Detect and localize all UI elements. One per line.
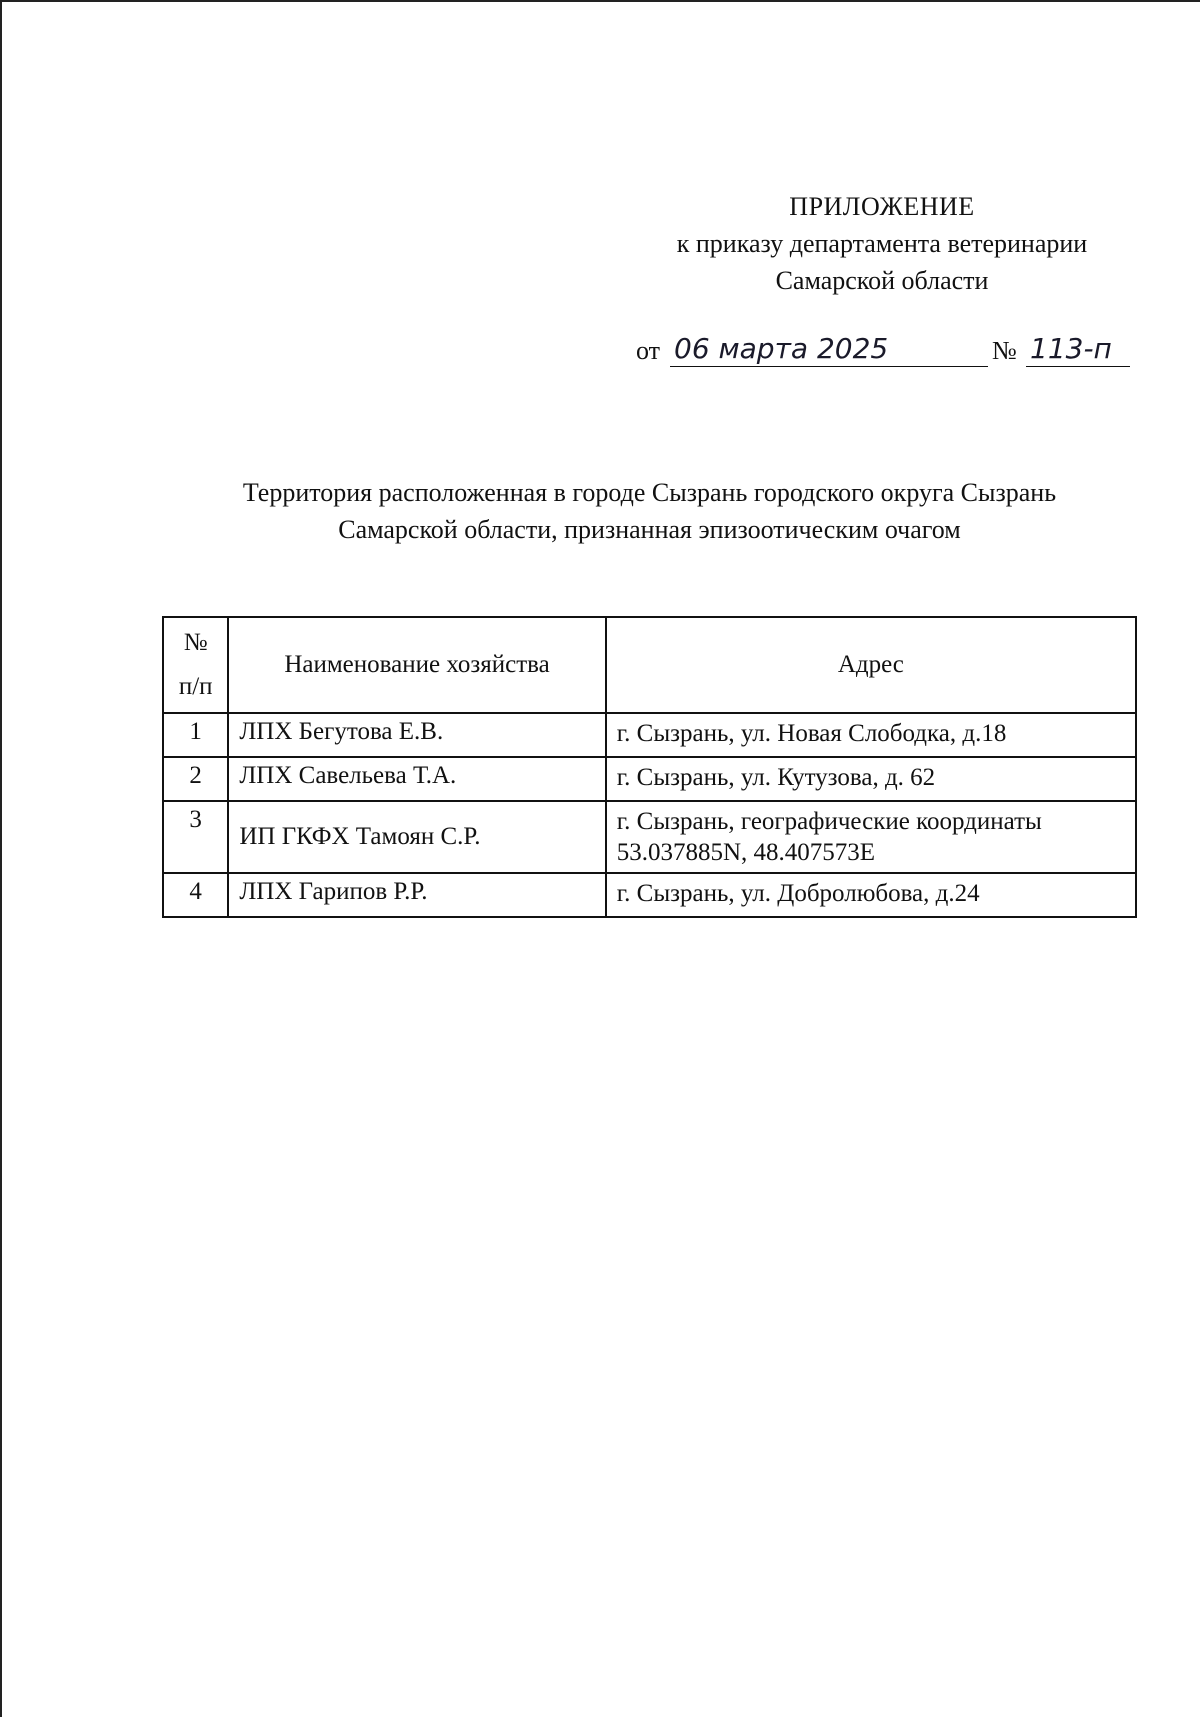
- order-from-label: от: [636, 336, 661, 365]
- title-line-2: Самарской области, признанная эпизоотическим очагом: [338, 515, 961, 544]
- table-row: [163, 757, 1136, 801]
- header-farm-name: Наименование хозяйства: [228, 617, 605, 713]
- order-number-handwritten: 113-п: [1026, 332, 1130, 367]
- row-address: г. Сызрань, ул. Кутузова, д. 62: [606, 757, 1136, 801]
- row-farm-name: ЛПХ Гарипов Р.Р.: [228, 873, 605, 917]
- header-number-pp: п/п: [178, 673, 213, 700]
- order-reference: [636, 332, 1128, 372]
- appendix-header: [642, 188, 1122, 299]
- document-title: [162, 474, 1137, 548]
- table-row: [163, 873, 1136, 917]
- row-farm-name: ИП ГКФХ Тамоян С.Р.: [228, 801, 605, 873]
- header-address: Адрес: [606, 617, 1136, 713]
- appendix-heading: ПРИЛОЖЕНИЕ: [789, 192, 975, 221]
- row-address: г. Сызрань, ул. Добролюбова, д.24: [606, 873, 1136, 917]
- row-address: г. Сызрань, географические координаты 53.037885N, 48.407573E: [606, 801, 1136, 873]
- table-header-row: [163, 617, 1136, 713]
- row-farm-name: ЛПХ Бегутова Е.В.: [228, 713, 605, 757]
- order-number-label: №: [992, 336, 1017, 365]
- header-number: [163, 617, 228, 713]
- row-farm-name: ЛПХ Савельева Т.А.: [228, 757, 605, 801]
- appendix-line-2: Самарской области: [775, 266, 989, 295]
- header-number-sign: №: [183, 629, 208, 656]
- table-row: [163, 713, 1136, 757]
- table-row: [163, 801, 1136, 873]
- row-number: 4: [163, 873, 228, 917]
- farms-table: [162, 616, 1137, 918]
- appendix-line-1: к приказу департамента ветеринарии: [676, 229, 1088, 258]
- row-number: 3: [163, 801, 228, 873]
- row-address: г. Сызрань, ул. Новая Слободка, д.18: [606, 713, 1136, 757]
- title-line-1: Территория расположенная в городе Сызрань городского округа Сызрань: [242, 478, 1057, 507]
- order-date-handwritten: 06 марта 2025: [670, 332, 988, 367]
- row-number: 2: [163, 757, 228, 801]
- row-number: 1: [163, 713, 228, 757]
